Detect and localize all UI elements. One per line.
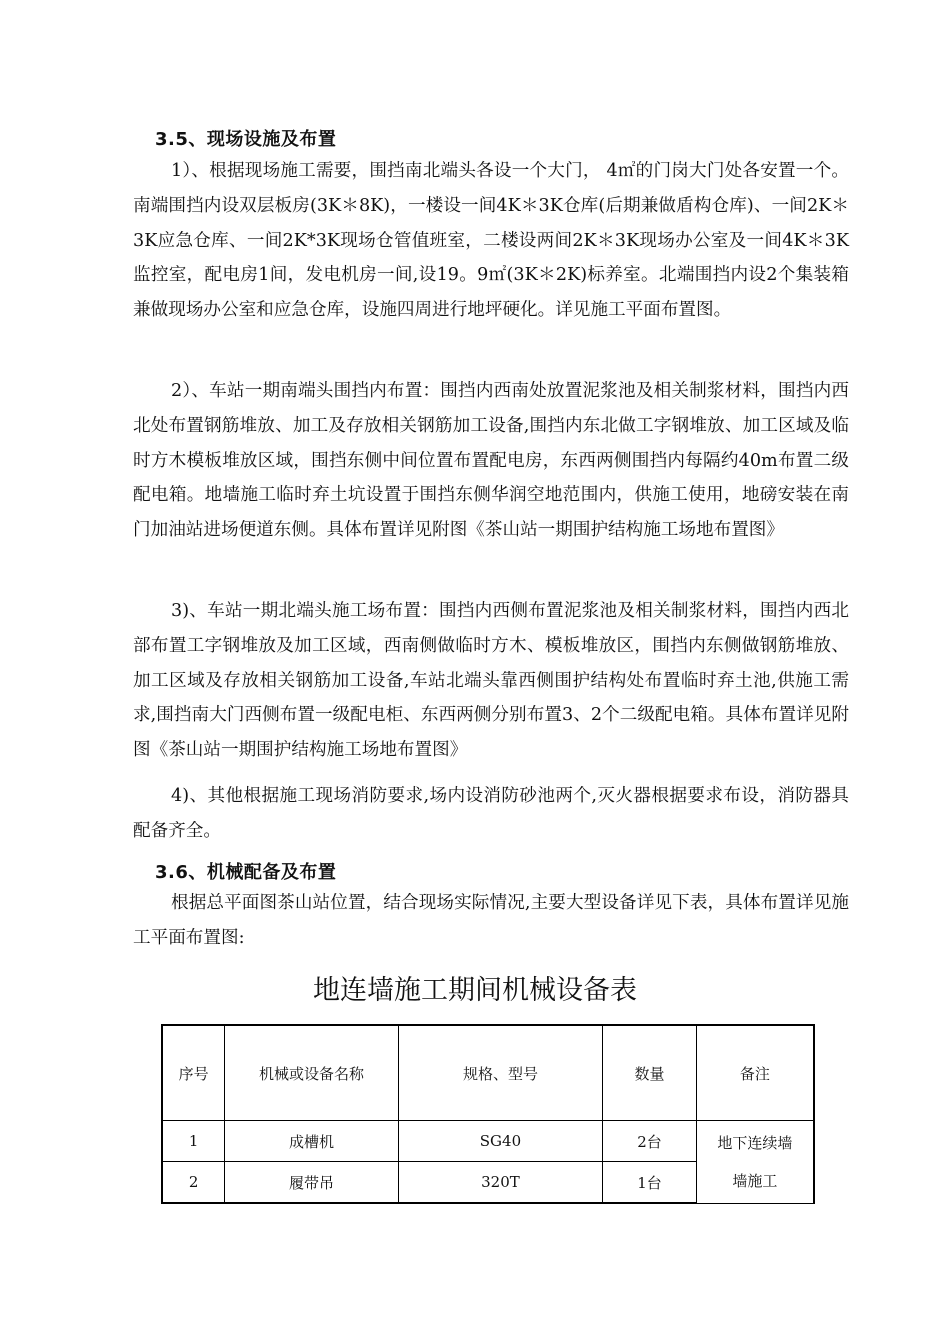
- header-name: 机械或设备名称: [225, 1025, 398, 1121]
- cell-note: [696, 1121, 814, 1204]
- cell-no: 2: [162, 1162, 225, 1204]
- cell-qty: 2台: [603, 1121, 697, 1162]
- section-heading-3-5: 3.5、现场设施及布置: [155, 129, 337, 150]
- paragraph-fire-safety: 4)、其他根据施工现场消防要求,场内设消防砂池两个,灭火器根据要求布设，消防器具配备齐全。: [133, 786, 849, 841]
- note-line-1: 地下连续墙: [717, 1133, 793, 1152]
- cell-qty: 1台: [603, 1162, 697, 1204]
- header-no: 序号: [162, 1025, 225, 1121]
- cell-spec: 320T: [398, 1162, 602, 1204]
- paragraph-south-layout: 2）、车站一期南端头围挡内布置：围挡内西南处放置泥浆池及相关制浆材料，围挡内西北处布置钢筋堆放、加工及存放相关钢筋加工设备,围挡内东北做工字钢堆放、加工区域及临时方木模板堆放区域，围挡东侧中间位置布置配电房，东西两侧围挡内每隔约40m布置二级配电箱。地墙施工临时弃土坑设置于围挡东侧华润空地范围内，供施工使用，地磅安装在南门加油站进场便道东侧。具体布置详见附图《茶山站一期围护结构施工场地布置图》: [133, 381, 849, 541]
- equipment-table: [161, 1024, 815, 1204]
- cell-name: 成槽机: [225, 1121, 398, 1162]
- paragraph-facilities-1: 1）、根据现场施工需要，围挡南北端头各设一个大门， 4㎡的门岗大门处各安置一个。南端围挡内设双层板房(3K＊8K)，一楼设一间4K＊3K仓库(后期兼做盾构仓库)、一间2K＊3K应急仓库、一间2K*3K现场仓管值班室，二楼设两间2K＊3K现场办公室及一间4K＊3K监控室，配电房1间，发电机房一间,设19。9㎡(3K＊2K)标养室。北端围挡内设2个集装箱兼做现场办公室和应急仓库，设施四周进行地坪硬化。详见施工平面布置图。: [133, 161, 849, 321]
- paragraph-north-layout: 3)、车站一期北端头施工场布置：围挡内西侧布置泥浆池及相关制浆材料，围挡内西北部布置工字钢堆放及加工区域，西南侧做临时方木、模板堆放区，围挡内东侧做钢筋堆放、加工区域及存放相关钢筋加工设备,车站北端头靠西侧围护结构处布置临时弃土池,供施工需求,围挡南大门西侧布置一级配电柜、东西两侧分别布置3、2个二级配电箱。具体布置详见附图《茶山站一期围护结构施工场地布置图》: [133, 601, 849, 761]
- paragraph-machinery: 根据总平面图茶山站位置，结合现场实际情况,主要大型设备详见下表，具体布置详见施工平面布置图:: [133, 893, 849, 948]
- cell-spec: SG40: [398, 1121, 602, 1162]
- cell-name: 履带吊: [225, 1162, 398, 1204]
- note-line-2: 墙施工: [732, 1171, 778, 1190]
- header-note: 备注: [696, 1025, 814, 1121]
- table-title: 地连墙施工期间机械设备表: [313, 975, 637, 1006]
- header-qty: 数量: [603, 1025, 697, 1121]
- cell-no: 1: [162, 1121, 225, 1162]
- section-heading-3-6: 3.6、机械配备及布置: [155, 862, 337, 883]
- header-spec: 规格、型号: [398, 1025, 602, 1121]
- table-row: [162, 1121, 814, 1162]
- table-header-row: [162, 1025, 814, 1121]
